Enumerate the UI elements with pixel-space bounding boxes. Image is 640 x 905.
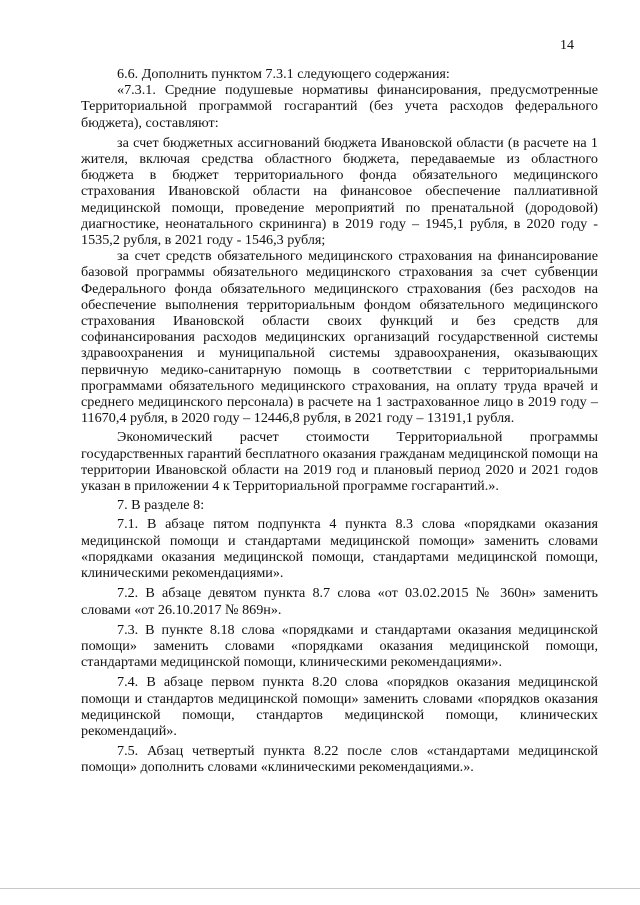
paragraph-7-5: 7.5. Абзац четвертый пункта 8.22 после слов «стандартами медицинской помощи» дополнить словами «клиническими рекомендациями.». <box>81 743 598 776</box>
paragraph-section-8: 7. В разделе 8: <box>117 497 205 514</box>
paragraph-7-4: 7.4. В абзаце первом пункта 8.20 слова «порядков оказания медицинской помощи и стандартов медицинской помощи» заменить словами «порядков оказания медицинской помощи, стандартов медицинской помощи, клинических рекомендаций». <box>81 674 598 739</box>
document-body <box>81 66 598 776</box>
paragraph-7-1: 7.1. В абзаце пятом подпункта 4 пункта 8.3 слова «порядками оказания медицинской помощи и стандартами медицинской помощи» заменить словами «порядками оказания медицинской помощи, стандартами медицинской помощи, клиническими рекомендациями». <box>81 516 598 582</box>
paragraph-7-2: 7.2. В абзаце девятом пункта 8.7 слова «от 03.02.2015 № 360н» заменить словами «от 26.10.2017 № 869н». <box>81 585 598 618</box>
page-bottom-divider <box>0 888 640 889</box>
paragraph-7-3-1-intro: «7.3.1. Средние подушевые нормативы финансирования, предусмотренные Территориальной программой госгарантий (без учета расходов федерального бюджета), составляют: <box>81 82 598 131</box>
paragraph-oms-norms: за счет средств обязательного медицинского страхования на финансирование базовой программы обязательного медицинского страхования за счет субвенции Федерального фонда обязательного медицинского страхования (без расходов на обеспечение выполнения территориальным фондом обязательного медицинского страхования Ивановской области своих функций и без средств для софинансирования расходов медицинских организаций государственной системы здравоохранения и муниципальной системы здравоохранения, оказывающих первичную медико-санитарную помощь в соответствии с территориальными программами обязательного медицинского страхования, на оплату труда врачей и среднего медицинского персонала) в расчете на 1 застрахованное лицо в 2019 году – 11670,4 рубля, в 2020 году – 12446,8 рубля, в 2021 году – 13191,1 рубля. <box>81 248 598 427</box>
paragraph-economic-calculation: Экономический расчет стоимости Территориальной программы государственных гарантий бесплатного оказания гражданам медицинской помощи на территории Ивановской области на 2019 год и плановый период 2020 и 2021 годов указан в приложении 4 к Территориальной программе госгарантий.». <box>81 429 598 495</box>
paragraph-7-3: 7.3. В пункте 8.18 слова «порядками и стандартами оказания медицинской помощи» заменить словами «порядками оказания медицинской помощи, стандартами медицинской помощи, клиническими рекомендациями». <box>81 621 598 671</box>
page-number: 14 <box>560 38 574 53</box>
paragraph-budget-norms: за счет бюджетных ассигнований бюджета Ивановской области (в расчете на 1 жителя, включая средства областного бюджета, передаваемые из областного бюджета в бюджет территориального фонда обязательного медицинского страхования Ивановской области на финансовое обеспечение паллиативной медицинской помощи, проведение мероприятий по пренатальной (дородовой) диагностике, неонатального скрининга) в 2019 году – 1945,1 рубля, в 2020 году - 1535,2 рубля, в 2021 году - 1546,3 рубля; <box>81 134 598 249</box>
paragraph-6-6: 6.6. Дополнить пунктом 7.3.1 следующего содержания: <box>117 66 450 82</box>
